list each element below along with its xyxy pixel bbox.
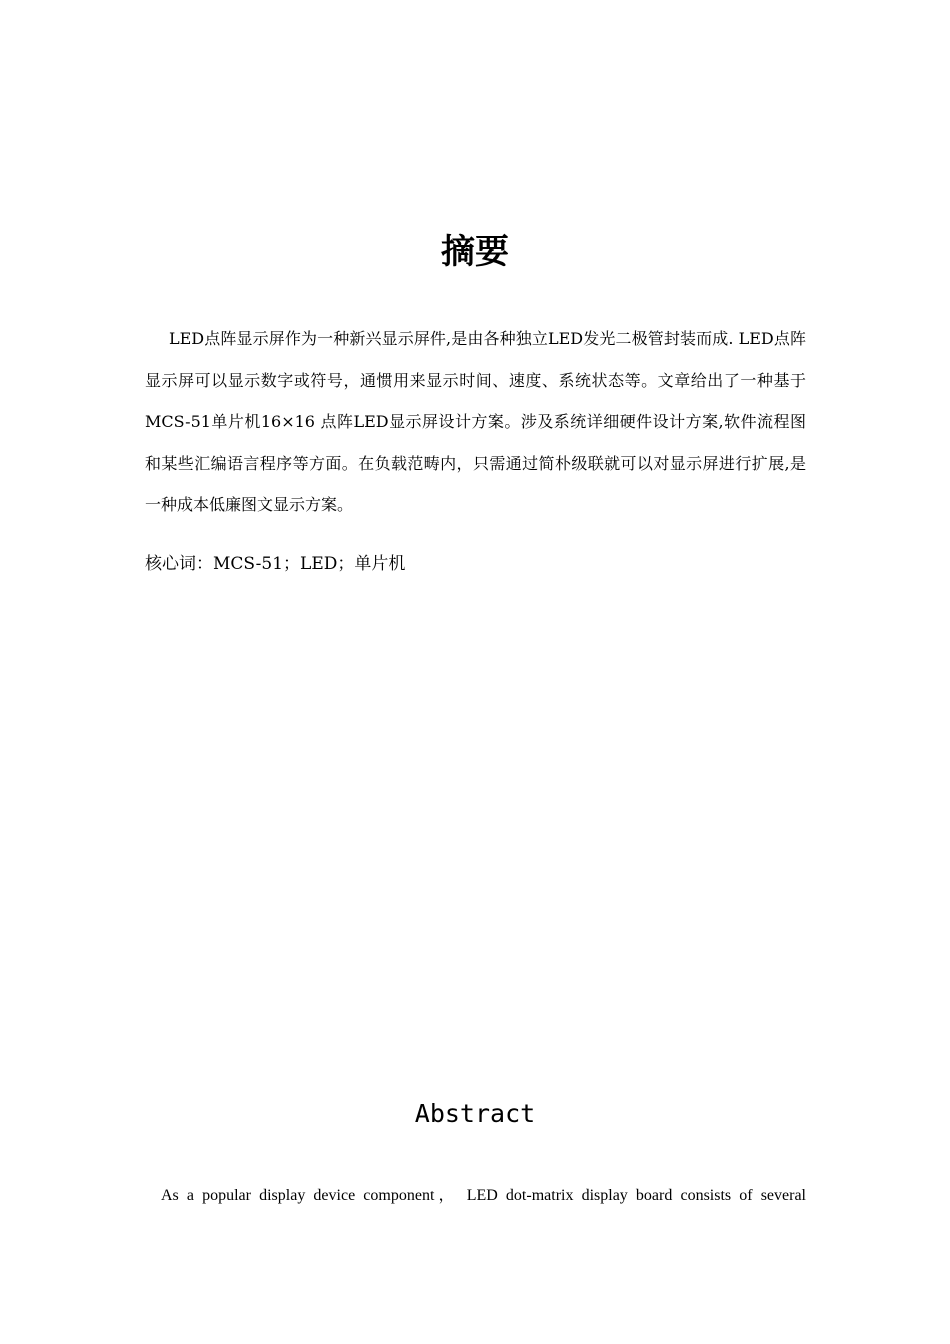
keywords-line: 核心词：MCS-51；LED；单片机 bbox=[145, 554, 406, 574]
chinese-abstract-title: 摘要 bbox=[441, 232, 509, 272]
english-abstract-title: Abstract bbox=[414, 1099, 536, 1128]
english-abstract-body: As a popular display device component， LED dot-matrix display board consists of several bbox=[161, 1187, 806, 1204]
chinese-abstract-body: LED点阵显示屏作为一种新兴显示屏件,是由各种独立LED发光二极管封装而成. LED点阵显示屏可以显示数字或符号，通惯用来显示时间、速度、系统状态等。文章给出了一种基于MCS-51单片机16×16 点阵LED显示屏设计方案。涉及系统详细硬件设计方案,软件流程图和某些汇编语言程序等方面。在负载范畴内，只需通过简朴级联就可以对显示屏进行扩展,是一种成本低廉图文显示方案。 bbox=[145, 329, 806, 514]
